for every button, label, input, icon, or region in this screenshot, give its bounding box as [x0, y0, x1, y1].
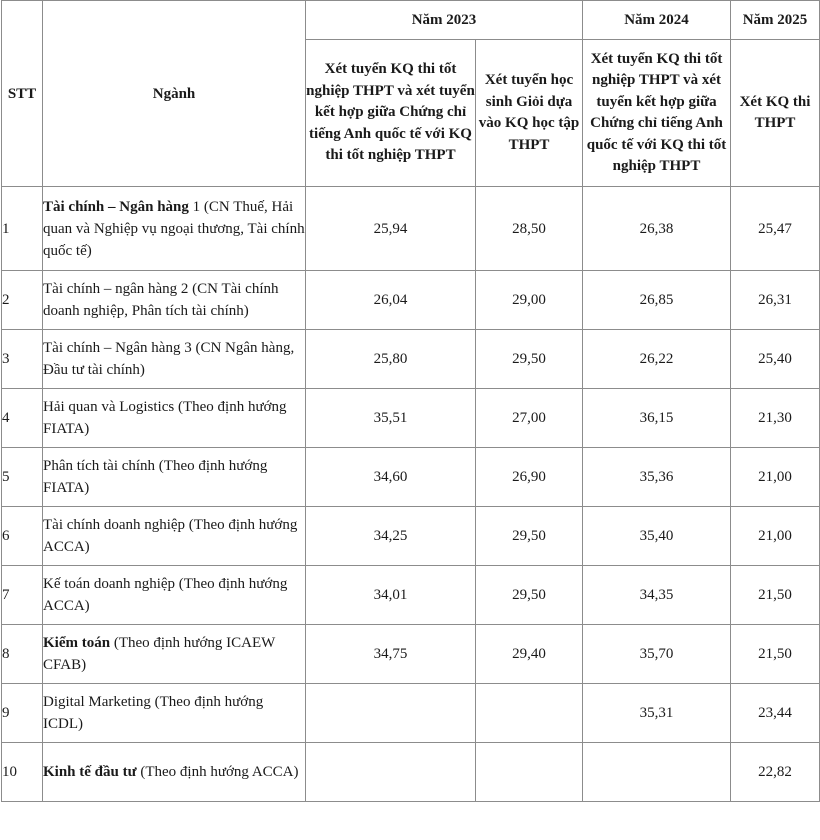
row-major	[43, 271, 306, 330]
score-2025: 22,82	[731, 743, 820, 802]
header-row-years	[2, 1, 820, 40]
score-2023-gifted: 28,50	[476, 187, 583, 271]
row-major-text: Tài chính – Ngân hàng 3 (CN Ngân hàng, Đầu tư tài chính)	[43, 340, 295, 378]
header-method-2024-exam: Xét tuyển KQ thi tốt nghiệp THPT và xét tuyển kết hợp giữa Chứng chỉ tiếng Anh quốc tế với KQ thi tốt nghiệp THPT	[583, 40, 731, 187]
table-row	[2, 743, 820, 802]
row-major	[43, 187, 306, 271]
row-major-text: Phân tích tài chính (Theo định hướng FIATA)	[43, 458, 268, 496]
header-method-2025-exam: Xét KQ thi THPT	[731, 40, 820, 187]
row-stt: 6	[2, 507, 43, 566]
score-2023-gifted: 29,50	[476, 566, 583, 625]
score-2024: 26,38	[583, 187, 731, 271]
table-row	[2, 187, 820, 271]
score-2024: 35,36	[583, 448, 731, 507]
row-stt: 4	[2, 389, 43, 448]
score-2023-gifted: 29,50	[476, 507, 583, 566]
score-2024: 36,15	[583, 389, 731, 448]
table-row	[2, 271, 820, 330]
row-major	[43, 566, 306, 625]
row-major	[43, 743, 306, 802]
row-stt: 10	[2, 743, 43, 802]
score-2023-exam: 34,60	[306, 448, 476, 507]
score-2023-exam	[306, 743, 476, 802]
score-2025: 25,40	[731, 330, 820, 389]
row-major	[43, 330, 306, 389]
score-2023-gifted: 27,00	[476, 389, 583, 448]
row-major-text: Digital Marketing (Theo định hướng ICDL)	[43, 694, 264, 732]
table-row	[2, 389, 820, 448]
row-stt: 1	[2, 187, 43, 271]
score-2024: 35,40	[583, 507, 731, 566]
score-2025: 21,30	[731, 389, 820, 448]
header-method-2023-gifted: Xét tuyển học sinh Giỏi dựa vào KQ học tập THPT	[476, 40, 583, 187]
score-2025: 21,50	[731, 566, 820, 625]
row-major-text: (Theo định hướng ICAEW CFAB)	[43, 635, 276, 673]
table-row	[2, 448, 820, 507]
row-major	[43, 507, 306, 566]
row-major-bold: Kiểm toán	[43, 635, 111, 651]
row-major-text: Tài chính doanh nghiệp (Theo định hướng ACCA)	[43, 517, 298, 555]
row-major	[43, 625, 306, 684]
score-2024: 35,70	[583, 625, 731, 684]
table-row	[2, 566, 820, 625]
row-major	[43, 389, 306, 448]
score-2023-exam: 25,80	[306, 330, 476, 389]
score-2023-exam: 26,04	[306, 271, 476, 330]
score-2023-gifted	[476, 743, 583, 802]
score-2025: 21,00	[731, 507, 820, 566]
row-major-text: Hải quan và Logistics (Theo định hướng FIATA)	[43, 399, 287, 437]
row-major-bold: Tài chính – Ngân hàng	[43, 198, 189, 215]
row-major	[43, 684, 306, 743]
score-2023-exam: 34,75	[306, 625, 476, 684]
score-2025: 23,44	[731, 684, 820, 743]
score-2023-gifted: 29,40	[476, 625, 583, 684]
row-major-text: (Theo định hướng ACCA)	[136, 764, 299, 780]
header-year-2024: Năm 2024	[583, 1, 731, 40]
score-2025: 25,47	[731, 187, 820, 271]
row-stt: 8	[2, 625, 43, 684]
score-2023-exam: 25,94	[306, 187, 476, 271]
score-2023-exam: 35,51	[306, 389, 476, 448]
table-row	[2, 330, 820, 389]
row-stt: 3	[2, 330, 43, 389]
table-row	[2, 684, 820, 743]
row-major-bold: Kinh tế đầu tư	[43, 764, 137, 780]
admission-score-table	[1, 0, 820, 802]
header-nganh: Ngành	[43, 1, 306, 187]
row-major-text: 1 (CN Thuế, Hải quan và Nghiệp vụ ngoại thương, Tài chính quốc tế)	[43, 198, 305, 259]
header-method-2023-exam: Xét tuyển KQ thi tốt nghiệp THPT và xét tuyển kết hợp giữa Chứng chỉ tiếng Anh quốc tế với KQ thi tốt nghiệp THPT	[306, 40, 476, 187]
score-2023-gifted	[476, 684, 583, 743]
score-2024: 34,35	[583, 566, 731, 625]
table-row	[2, 507, 820, 566]
score-2023-gifted: 26,90	[476, 448, 583, 507]
score-2023-gifted: 29,00	[476, 271, 583, 330]
row-stt: 7	[2, 566, 43, 625]
score-2025: 21,00	[731, 448, 820, 507]
score-2023-exam: 34,25	[306, 507, 476, 566]
row-major-text: Kế toán doanh nghiệp (Theo định hướng ACCA)	[43, 576, 288, 614]
score-2024	[583, 743, 731, 802]
score-2024: 26,22	[583, 330, 731, 389]
score-2025: 21,50	[731, 625, 820, 684]
header-year-2023: Năm 2023	[306, 1, 583, 40]
row-major	[43, 448, 306, 507]
score-2023-exam: 34,01	[306, 566, 476, 625]
row-stt: 5	[2, 448, 43, 507]
row-stt: 2	[2, 271, 43, 330]
score-2023-gifted: 29,50	[476, 330, 583, 389]
score-2025: 26,31	[731, 271, 820, 330]
header-year-2025: Năm 2025	[731, 1, 820, 40]
header-stt: STT	[2, 1, 43, 187]
score-2024: 26,85	[583, 271, 731, 330]
score-2023-exam	[306, 684, 476, 743]
table-row	[2, 625, 820, 684]
row-major-text: Tài chính – ngân hàng 2 (CN Tài chính doanh nghiệp, Phân tích tài chính)	[43, 281, 279, 319]
score-2024: 35,31	[583, 684, 731, 743]
row-stt: 9	[2, 684, 43, 743]
